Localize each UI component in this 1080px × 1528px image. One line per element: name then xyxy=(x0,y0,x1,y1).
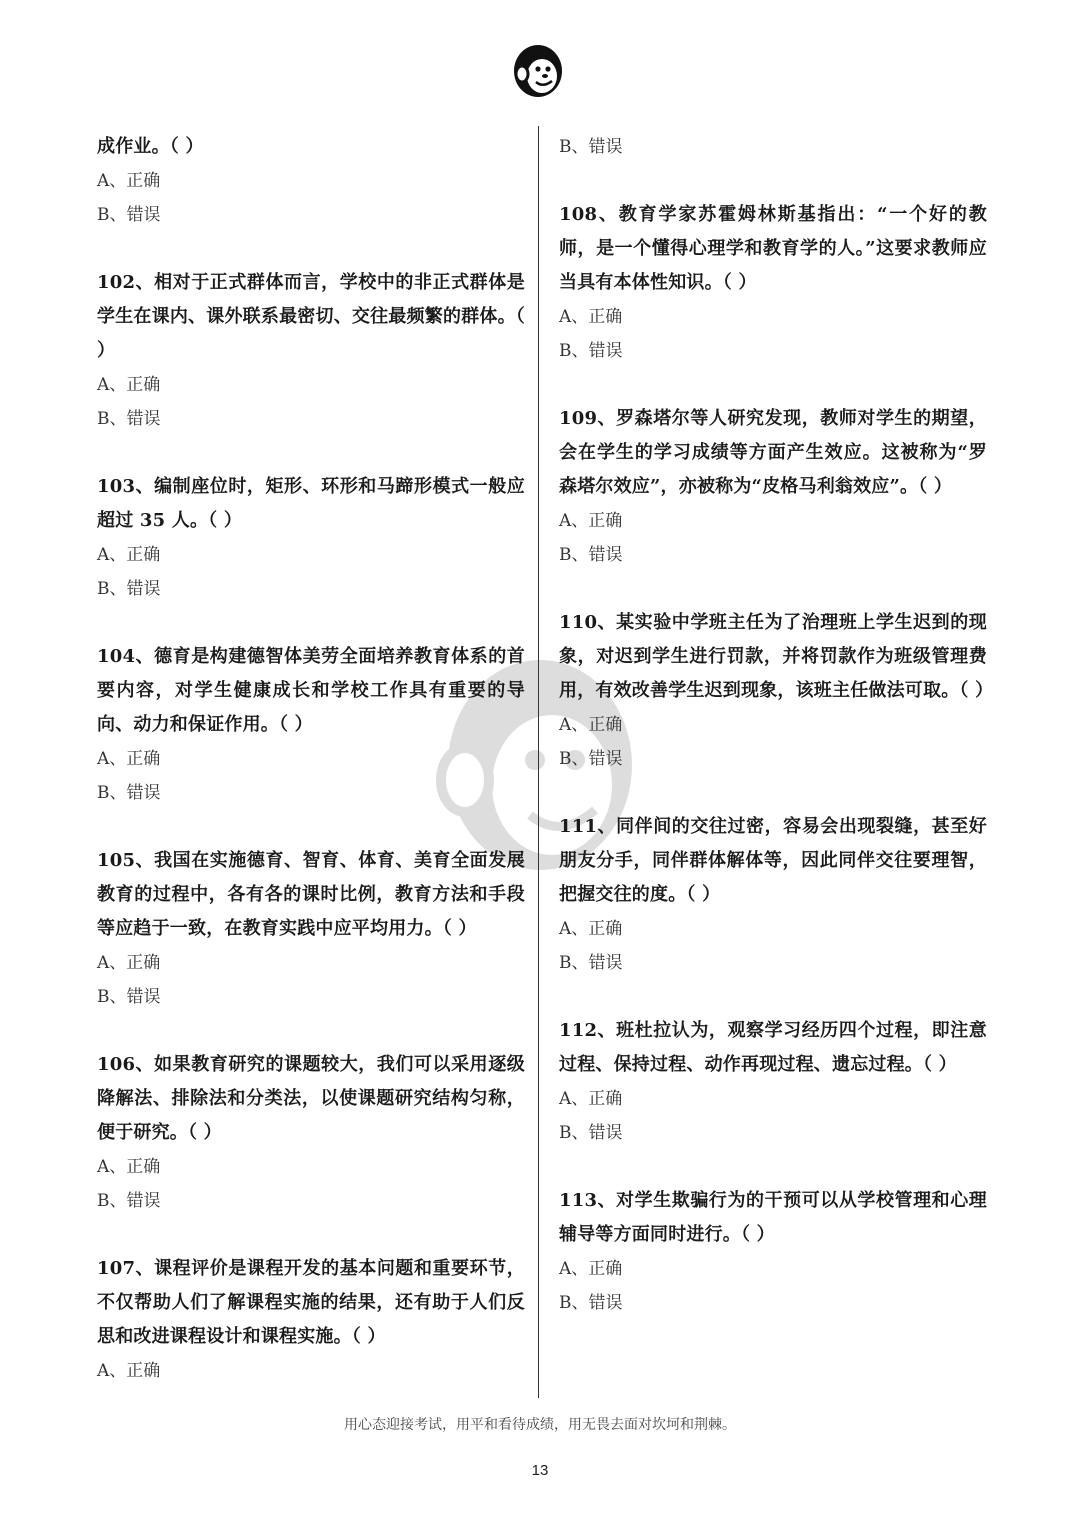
answer-option: A、正确 xyxy=(559,307,623,327)
answer-option: B、错误 xyxy=(97,409,161,429)
question-text: 112、班杜拉认为，观察学习经历四个过程，即注意过程、保持过程、动作再现过程、遗忘过程。（ ） xyxy=(559,1020,987,1075)
answer-option: B、错误 xyxy=(97,987,161,1007)
question-text: 104、德育是构建德智体美劳全面培养教育体系的首要内容，对学生健康成长和学校工作具有重要的导向、动力和保证作用。（ ） xyxy=(97,646,525,735)
question-text: 107、课程评价是课程开发的基本问题和重要环节，不仅帮助人们了解课程实施的结果，还有助于人们反思和改进课程设计和课程实施。（ ） xyxy=(97,1258,525,1347)
question-block xyxy=(559,198,987,368)
answer-option: A、正确 xyxy=(559,1259,623,1279)
question-text: 102、相对于正式群体而言，学校中的非正式群体是学生在课内、课外联系最密切、交往最频繁的群体。（ ） xyxy=(97,272,525,361)
answer-option: B、错误 xyxy=(97,205,161,225)
page-number: 13 xyxy=(531,1462,549,1479)
question-block xyxy=(97,470,525,606)
answer-option: B、错误 xyxy=(559,953,623,973)
question-text: 111、同伴间的交往过密，容易会出现裂缝，甚至好朋友分手，同伴群体解体等，因此同伴交往要理智，把握交往的度。（ ） xyxy=(559,816,987,905)
answer-option: A、正确 xyxy=(559,1089,623,1109)
right-column xyxy=(559,130,994,1354)
question-block xyxy=(97,1252,525,1388)
question-block xyxy=(559,1184,987,1320)
answer-option: A、正确 xyxy=(559,715,623,735)
question-text: 113、对学生欺骗行为的干预可以从学校管理和心理辅导等方面同时进行。（ ） xyxy=(559,1190,987,1245)
answer-option: B、错误 xyxy=(559,1123,623,1143)
answer-option: B、错误 xyxy=(97,783,161,803)
answer-option: A、正确 xyxy=(97,749,161,769)
answer-option: B、错误 xyxy=(559,137,623,157)
answer-option: B、错误 xyxy=(97,579,161,599)
monkey-logo-icon xyxy=(508,38,568,100)
question-text: 成作业。（ ） xyxy=(97,136,204,157)
answer-option: A、正确 xyxy=(97,1361,161,1381)
question-text: 108、教育学家苏霍姆林斯基指出：“一个好的教师，是一个懂得心理学和教育学的人。”这要求教师应当具有本体性知识。（ ） xyxy=(559,204,987,293)
answer-option: B、错误 xyxy=(97,1191,161,1211)
answer-option: A、正确 xyxy=(97,375,161,395)
question-block xyxy=(97,1048,525,1218)
answer-option: B、错误 xyxy=(559,749,623,769)
answer-option: B、错误 xyxy=(559,545,623,565)
answer-option: A、正确 xyxy=(559,919,623,939)
question-block xyxy=(559,810,987,980)
question-block xyxy=(97,640,525,810)
answer-option: A、正确 xyxy=(97,953,161,973)
left-column xyxy=(97,130,525,1422)
answer-option: A、正确 xyxy=(559,511,623,531)
answer-option: B、错误 xyxy=(559,341,623,361)
question-block xyxy=(97,844,525,1014)
question-text: 103、编制座位时，矩形、环形和马蹄形模式一般应超过 35 人。（ ） xyxy=(97,476,525,531)
question-block xyxy=(559,130,987,164)
question-block xyxy=(559,1014,987,1150)
question-block xyxy=(559,606,994,776)
answer-option: A、正确 xyxy=(97,545,161,565)
question-text: 106、如果教育研究的课题较大，我们可以采用逐级降解法、排除法和分类法，以使课题研究结构匀称，便于研究。（ ） xyxy=(97,1054,525,1143)
question-text: 110、某实验中学班主任为了治理班上学生迟到的现象，对迟到学生进行罚款，并将罚款作为班级管理费用，有效改善学生迟到现象，该班主任做法可取。（ ） xyxy=(559,612,994,701)
answer-option: A、正确 xyxy=(97,1157,161,1177)
answer-option: B、错误 xyxy=(559,1293,623,1313)
column-divider xyxy=(538,126,539,1398)
question-block xyxy=(97,130,525,232)
question-text: 109、罗森塔尔等人研究发现，教师对学生的期望，会在学生的学习成绩等方面产生效应。这被称为“罗森塔尔效应”，亦被称为“皮格马利翁效应”。（ ） xyxy=(559,408,987,497)
footer-motto: 用心态迎接考试，用平和看待成绩，用无畏去面对坎坷和荆棘。 xyxy=(344,1417,736,1433)
answer-option: A、正确 xyxy=(97,171,161,191)
question-block xyxy=(97,266,525,436)
question-block xyxy=(559,402,987,572)
question-text: 105、我国在实施德育、智育、体育、美育全面发展教育的过程中，各有各的课时比例，教育方法和手段等应趋于一致，在教育实践中应平均用力。（ ） xyxy=(97,850,525,939)
